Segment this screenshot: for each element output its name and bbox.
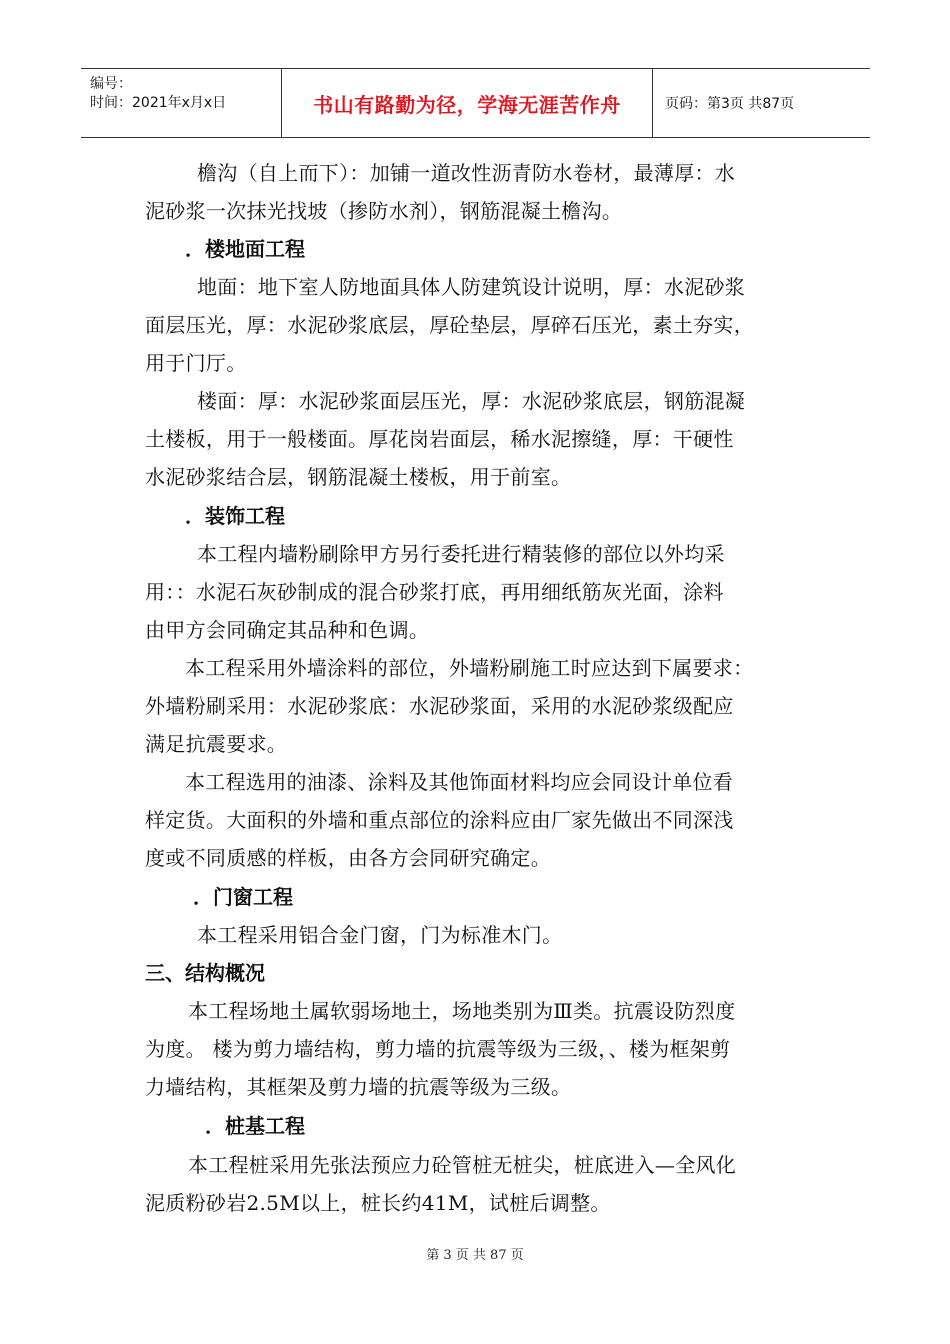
section-heading-floor: ．楼地面工程 xyxy=(185,237,305,261)
text-line: 满足抗震要求。 xyxy=(145,732,288,756)
paragraph-ground xyxy=(145,268,815,382)
doc-time-label: 时间：2021年x月x日 xyxy=(90,95,227,111)
text-line: 外墙粉刷采用：水泥砂浆底：水泥砂浆面，采用的水泥砂浆级配应 xyxy=(145,694,734,718)
text-line: 本工程桩采用先张法预应力砼管桩无桩尖，桩底进入—全风化 xyxy=(188,1153,737,1177)
paragraph-exterior xyxy=(145,649,815,763)
text-line: 用：：水泥石灰砂制成的混合砂浆打底，再用细纸筋灰光面，涂料 xyxy=(145,580,724,604)
text-line: 土楼板，用于一般楼面。厚花岗岩面层，稀水泥擦缝，厚：干硬性 xyxy=(145,427,734,451)
paragraph-structure xyxy=(145,992,815,1106)
text-line: 地面：地下室人防地面具体人防建筑设计说明，厚：水泥砂浆 xyxy=(197,275,746,299)
text-line: 泥砂浆一次抹光找坡（掺防水剂），钢筋混凝土檐沟。 xyxy=(145,199,623,223)
text-line: 力墙结构，其框架及剪力墙的抗震等级为三级。 xyxy=(145,1075,572,1099)
text-line: 水泥砂浆结合层，钢筋混凝土楼板，用于前室。 xyxy=(145,465,572,489)
page-footer: 第 3 页 共 87 页 xyxy=(426,1248,524,1263)
page-header xyxy=(81,68,870,138)
section-heading-piles: ．桩基工程 xyxy=(205,1114,305,1138)
paragraph-materials xyxy=(145,763,815,877)
text-line: 度或不同质感的样板，由各方会同研究确定。 xyxy=(145,846,551,870)
header-motto: 书山有路勤为径，学海无涯苦作舟 xyxy=(282,69,653,137)
section-heading-structure: 三、结构概况 xyxy=(145,961,265,985)
text-line: 用于门厅。 xyxy=(145,351,247,375)
section-heading-decoration: ．装饰工程 xyxy=(185,504,285,528)
header-page-info: 页码：第3页 共87页 xyxy=(665,96,795,112)
text-line: 本工程选用的油漆、涂料及其他饰面材料均应会同设计单位看 xyxy=(185,770,734,794)
text-line: 泥质粉砂岩2.5M以上，桩长约41M，试桩后调整。 xyxy=(145,1191,611,1215)
paragraph-gutter xyxy=(145,154,815,230)
text-line: 本工程场地土属软弱场地土，场地类别为Ⅲ类。抗震设防烈度 xyxy=(188,999,736,1023)
text-line: 檐沟（自上而下）：加铺一道改性沥青防水卷材，最薄厚：水 xyxy=(197,161,736,185)
doc-number-label: 编号： xyxy=(90,76,132,92)
text-line: 为度。 楼为剪力墙结构，剪力墙的抗震等级为三级，、楼为框架剪 xyxy=(145,1037,731,1061)
text-line: 本工程采用铝合金门窗，门为标准木门。 xyxy=(197,923,563,947)
paragraph-doors xyxy=(145,916,815,954)
paragraph-floor xyxy=(145,382,815,496)
paragraph-piles xyxy=(145,1146,815,1222)
text-line: 由甲方会同确定其品种和色调。 xyxy=(145,618,430,642)
header-meta-cell xyxy=(81,69,282,137)
section-heading-doors: ．门窗工程 xyxy=(193,885,293,909)
text-line: 面层压光，厚：水泥砂浆底层，厚砼垫层，厚碎石压光，素土夯实， xyxy=(145,313,754,337)
paragraph-interior xyxy=(145,535,815,649)
text-line: 本工程采用外墙涂料的部位，外墙粉刷施工时应达到下属要求： xyxy=(185,656,754,680)
text-line: 样定货。大面积的外墙和重点部位的涂料应由厂家先做出不同深浅 xyxy=(145,808,734,832)
text-line: 本工程内墙粉刷除甲方另行委托进行精装修的部位以外均采 xyxy=(197,542,725,566)
text-line: 楼面：厚：水泥砂浆面层压光，厚：水泥砂浆底层，钢筋混凝 xyxy=(197,389,746,413)
